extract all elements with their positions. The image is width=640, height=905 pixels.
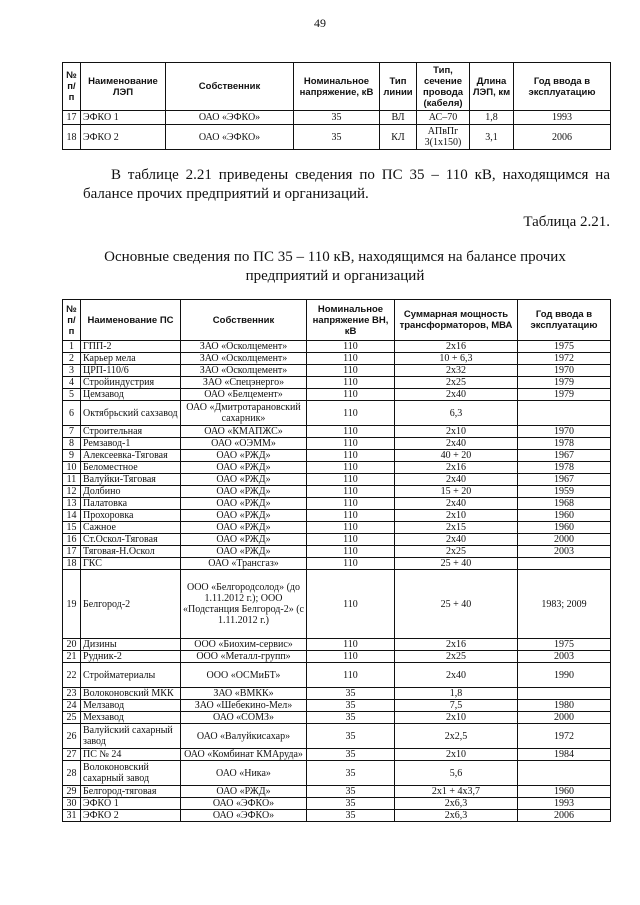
cell: 35 xyxy=(307,700,395,712)
table-header-row xyxy=(63,63,611,111)
cell: 2х6,3 xyxy=(395,810,518,822)
cell: 110 xyxy=(307,486,395,498)
header-cell: Собственник xyxy=(181,300,307,341)
cell: Беломестное xyxy=(81,462,181,474)
cell: АС–70 xyxy=(417,111,470,125)
header-cell: Номинальное напряжение, кВ xyxy=(294,63,380,111)
cell: ООО «Белгородсолод» (до 1.11.2012 г.); ООО «Подстанция Белгород-2» (с 1.11.2012 г.) xyxy=(181,570,307,639)
table-row xyxy=(63,353,611,365)
cell: ЭФКО 1 xyxy=(81,111,166,125)
header-cell: Собственник xyxy=(166,63,294,111)
cell: 29 xyxy=(63,786,81,798)
cell: 110 xyxy=(307,438,395,450)
cell: 10 xyxy=(63,462,81,474)
cell: ОАО «ЭФКО» xyxy=(181,798,307,810)
cell: 2003 xyxy=(518,546,611,558)
table-row xyxy=(63,724,611,749)
table-row xyxy=(63,688,611,700)
cell: Белгород-2 xyxy=(81,570,181,639)
cell: ВЛ xyxy=(380,111,417,125)
cell: 12 xyxy=(63,486,81,498)
cell: ЭФКО 2 xyxy=(81,125,166,150)
table-row xyxy=(63,798,611,810)
cell: 2х25 xyxy=(395,651,518,663)
cell: Долбино xyxy=(81,486,181,498)
cell: Ст.Оскол-Тяговая xyxy=(81,534,181,546)
table-row xyxy=(63,712,611,724)
cell: 2х10 xyxy=(395,426,518,438)
cell: 35 xyxy=(294,111,380,125)
table-row xyxy=(63,663,611,688)
cell: 11 xyxy=(63,474,81,486)
table-row xyxy=(63,125,611,150)
cell: ОАО «РЖД» xyxy=(181,534,307,546)
cell: 7,5 xyxy=(395,700,518,712)
cell: 1960 xyxy=(518,522,611,534)
cell: ЗАО «Осколцемент» xyxy=(181,341,307,353)
cell: 2х2,5 xyxy=(395,724,518,749)
cell: АПвПг 3(1х150) xyxy=(417,125,470,150)
table-row xyxy=(63,341,611,353)
cell: 1978 xyxy=(518,462,611,474)
cell: ЗАО «Шебекино-Мел» xyxy=(181,700,307,712)
cell: 1993 xyxy=(518,798,611,810)
cell: 24 xyxy=(63,700,81,712)
cell: Волоконовский сахарный завод xyxy=(81,761,181,786)
cell: ОАО «СОМЗ» xyxy=(181,712,307,724)
cell: 18 xyxy=(63,125,81,150)
cell: ГКС xyxy=(81,558,181,570)
table-row xyxy=(63,570,611,639)
cell: 2000 xyxy=(518,534,611,546)
table-label: Таблица 2.21. xyxy=(523,214,610,230)
table-row xyxy=(63,486,611,498)
cell: ОАО «РЖД» xyxy=(181,450,307,462)
table-row xyxy=(63,810,611,822)
cell: 28 xyxy=(63,761,81,786)
cell: Октябрьский сахзавод xyxy=(81,401,181,426)
header-cell: Год ввода в эксплуатацию xyxy=(518,300,611,341)
cell: 3 xyxy=(63,365,81,377)
cell: 27 xyxy=(63,749,81,761)
cell: ЗАО «Осколцемент» xyxy=(181,353,307,365)
cell: 2х10 xyxy=(395,749,518,761)
table-row xyxy=(63,438,611,450)
cell: 110 xyxy=(307,365,395,377)
header-cell: Наименование ПС xyxy=(81,300,181,341)
table-row xyxy=(63,462,611,474)
cell: 2000 xyxy=(518,712,611,724)
cell: КЛ xyxy=(380,125,417,150)
cell: 6,3 xyxy=(395,401,518,426)
cell: 26 xyxy=(63,724,81,749)
cell: 110 xyxy=(307,639,395,651)
cell: Ремзавод-1 xyxy=(81,438,181,450)
cell: 110 xyxy=(307,426,395,438)
header-cell: Наименование ЛЭП xyxy=(81,63,166,111)
table-row xyxy=(63,534,611,546)
cell: Карьер мела xyxy=(81,353,181,365)
cell: 2х40 xyxy=(395,474,518,486)
cell: 20 xyxy=(63,639,81,651)
cell: 2х6,3 xyxy=(395,798,518,810)
cell: 7 xyxy=(63,426,81,438)
cell: 13 xyxy=(63,498,81,510)
cell: 16 xyxy=(63,534,81,546)
header-cell: Номинальное напряжение ВН, кВ xyxy=(307,300,395,341)
table-row xyxy=(63,522,611,534)
cell: ОАО «КМАПЖС» xyxy=(181,426,307,438)
cell: 110 xyxy=(307,546,395,558)
cell: 1975 xyxy=(518,639,611,651)
cell: 35 xyxy=(294,125,380,150)
table-row xyxy=(63,639,611,651)
cell: ЗАО «Спецэнерго» xyxy=(181,377,307,389)
cell: 110 xyxy=(307,558,395,570)
cell: 110 xyxy=(307,534,395,546)
table-row xyxy=(63,761,611,786)
cell: 6 xyxy=(63,401,81,426)
cell: 2х40 xyxy=(395,389,518,401)
table-row xyxy=(63,546,611,558)
table-row xyxy=(63,786,611,798)
cell: 15 + 20 xyxy=(395,486,518,498)
cell: 19 xyxy=(63,570,81,639)
cell: 22 xyxy=(63,663,81,688)
cell: 21 xyxy=(63,651,81,663)
cell: 8 xyxy=(63,438,81,450)
table-row xyxy=(63,558,611,570)
cell: 2х25 xyxy=(395,377,518,389)
header-cell: Тип, сечение провода (кабеля) xyxy=(417,63,470,111)
cell: 2х15 xyxy=(395,522,518,534)
table-header-row xyxy=(63,300,611,341)
cell: Мехзавод xyxy=(81,712,181,724)
cell: 1983; 2009 xyxy=(518,570,611,639)
cell: 1984 xyxy=(518,749,611,761)
cell: 5,6 xyxy=(395,761,518,786)
cell: ГПП-2 xyxy=(81,341,181,353)
cell: Рудник-2 xyxy=(81,651,181,663)
cell: ООО «Биохим-сервис» xyxy=(181,639,307,651)
cell: 1970 xyxy=(518,365,611,377)
cell: Валуйки-Тяговая xyxy=(81,474,181,486)
cell: 35 xyxy=(307,712,395,724)
cell: Волоконовский МКК xyxy=(81,688,181,700)
cell: 2х16 xyxy=(395,462,518,474)
cell: 2х32 xyxy=(395,365,518,377)
cell: 2003 xyxy=(518,651,611,663)
cell: 110 xyxy=(307,389,395,401)
header-cell: № п/п xyxy=(63,300,81,341)
cell: 110 xyxy=(307,474,395,486)
table-row xyxy=(63,749,611,761)
cell: 2х10 xyxy=(395,712,518,724)
cell: ОАО «РЖД» xyxy=(181,786,307,798)
cell: 1980 xyxy=(518,700,611,712)
cell: 35 xyxy=(307,810,395,822)
table-row xyxy=(63,377,611,389)
intro-paragraph: В таблице 2.21 приведены сведения по ПС 35 – 110 кВ, находящимся на балансе прочих предприятий и организаций. xyxy=(83,167,610,202)
cell: 2006 xyxy=(518,810,611,822)
cell: 1,8 xyxy=(395,688,518,700)
cell: 1968 xyxy=(518,498,611,510)
cell: 35 xyxy=(307,786,395,798)
cell: 2х10 xyxy=(395,510,518,522)
cell: ООО «Металл-групп» xyxy=(181,651,307,663)
cell: ОАО «РЖД» xyxy=(181,498,307,510)
cell: 110 xyxy=(307,450,395,462)
cell: Стройиндустрия xyxy=(81,377,181,389)
cell: ОАО «Белцемент» xyxy=(181,389,307,401)
cell: ОАО «Дмитротарановский сахарник» xyxy=(181,401,307,426)
header-cell: Длина ЛЭП, км xyxy=(470,63,514,111)
cell: 110 xyxy=(307,510,395,522)
cell xyxy=(518,688,611,700)
cell: 9 xyxy=(63,450,81,462)
cell: ЭФКО 1 xyxy=(81,798,181,810)
table-row xyxy=(63,450,611,462)
cell: 110 xyxy=(307,353,395,365)
cell: 2х16 xyxy=(395,341,518,353)
cell: Алексеевка-Тяговая xyxy=(81,450,181,462)
cell: 110 xyxy=(307,570,395,639)
cell: 5 xyxy=(63,389,81,401)
cell: 1967 xyxy=(518,474,611,486)
cell: ЭФКО 2 xyxy=(81,810,181,822)
cell: ОАО «РЖД» xyxy=(181,474,307,486)
cell: 30 xyxy=(63,798,81,810)
cell: ОАО «Трансгаз» xyxy=(181,558,307,570)
cell: ОАО «РЖД» xyxy=(181,486,307,498)
cell: ЗАО «Осколцемент» xyxy=(181,365,307,377)
cell xyxy=(518,761,611,786)
cell: Тяговая-Н.Оскол xyxy=(81,546,181,558)
table-row xyxy=(63,498,611,510)
cell: 110 xyxy=(307,498,395,510)
cell: 2 xyxy=(63,353,81,365)
cell: Валуйский сахарный завод xyxy=(81,724,181,749)
cell: Дизины xyxy=(81,639,181,651)
cell: 2х40 xyxy=(395,438,518,450)
cell: ОАО «ЭФКО» xyxy=(166,125,294,150)
cell: 2006 xyxy=(514,125,611,150)
cell: 110 xyxy=(307,462,395,474)
cell: 2х40 xyxy=(395,498,518,510)
cell: 25 xyxy=(63,712,81,724)
cell: Мелзавод xyxy=(81,700,181,712)
cell: 4 xyxy=(63,377,81,389)
cell: Белгород-тяговая xyxy=(81,786,181,798)
cell: Строительная xyxy=(81,426,181,438)
table-row xyxy=(63,365,611,377)
cell: 35 xyxy=(307,688,395,700)
cell: 2х40 xyxy=(395,534,518,546)
cell: 35 xyxy=(307,761,395,786)
cell: 18 xyxy=(63,558,81,570)
cell: 2х16 xyxy=(395,639,518,651)
cell: 2х40 xyxy=(395,663,518,688)
cell: ОАО «РЖД» xyxy=(181,462,307,474)
header-cell: Суммарная мощность трансформаторов, МВА xyxy=(395,300,518,341)
substations-table xyxy=(62,299,611,822)
cell: 17 xyxy=(63,111,81,125)
cell: 1978 xyxy=(518,438,611,450)
cell: 1960 xyxy=(518,510,611,522)
cell: Прохоровка xyxy=(81,510,181,522)
cell: 15 xyxy=(63,522,81,534)
table-row xyxy=(63,426,611,438)
cell: ОАО «Комбинат КМАруда» xyxy=(181,749,307,761)
cell: 110 xyxy=(307,377,395,389)
table-title: Основные сведения по ПС 35 – 110 кВ, находящимся на балансе прочих предприятий и организаций xyxy=(104,249,566,284)
header-cell: Тип линии xyxy=(380,63,417,111)
cell: 1960 xyxy=(518,786,611,798)
table-row xyxy=(63,389,611,401)
cell: 110 xyxy=(307,522,395,534)
page-number: 49 xyxy=(314,16,326,30)
cell: 1990 xyxy=(518,663,611,688)
cell: 17 xyxy=(63,546,81,558)
cell: 2х1 + 4х3,7 xyxy=(395,786,518,798)
cell: 31 xyxy=(63,810,81,822)
cell: 40 + 20 xyxy=(395,450,518,462)
cell: 110 xyxy=(307,341,395,353)
cell: ООО «ОСМиБТ» xyxy=(181,663,307,688)
cell: 1959 xyxy=(518,486,611,498)
cell: ОАО «Валуйкисахар» xyxy=(181,724,307,749)
cell: Палатовка xyxy=(81,498,181,510)
cell: 1979 xyxy=(518,389,611,401)
cell: 25 + 40 xyxy=(395,558,518,570)
header-cell: Год ввода в эксплуатацию xyxy=(514,63,611,111)
cell: ОАО «ОЭММ» xyxy=(181,438,307,450)
cell: 1970 xyxy=(518,426,611,438)
cell: 1972 xyxy=(518,353,611,365)
cell: 1975 xyxy=(518,341,611,353)
cell: Стройматериалы xyxy=(81,663,181,688)
cell: 35 xyxy=(307,749,395,761)
cell: 23 xyxy=(63,688,81,700)
table-row xyxy=(63,401,611,426)
table-row xyxy=(63,474,611,486)
table-row xyxy=(63,700,611,712)
cell: ЗАО «ВМКК» xyxy=(181,688,307,700)
cell: 1,8 xyxy=(470,111,514,125)
cell: ЦРП-110/6 xyxy=(81,365,181,377)
cell: ОАО «ЭФКО» xyxy=(166,111,294,125)
cell: ОАО «РЖД» xyxy=(181,546,307,558)
cell: 110 xyxy=(307,651,395,663)
cell: 1993 xyxy=(514,111,611,125)
cell: 1967 xyxy=(518,450,611,462)
cell: 2х25 xyxy=(395,546,518,558)
header-cell: № п/п xyxy=(63,63,81,111)
cell: 1972 xyxy=(518,724,611,749)
table-row xyxy=(63,510,611,522)
table-row xyxy=(63,651,611,663)
cell: 1979 xyxy=(518,377,611,389)
cell: 110 xyxy=(307,401,395,426)
cell: 14 xyxy=(63,510,81,522)
cell: ОАО «ЭФКО» xyxy=(181,810,307,822)
cell: ОАО «Ника» xyxy=(181,761,307,786)
cell: 10 + 6,3 xyxy=(395,353,518,365)
cell: ОАО «РЖД» xyxy=(181,522,307,534)
cell: Цемзавод xyxy=(81,389,181,401)
power-lines-table xyxy=(62,62,611,150)
cell xyxy=(518,558,611,570)
cell xyxy=(518,401,611,426)
cell: Сажное xyxy=(81,522,181,534)
cell: 35 xyxy=(307,724,395,749)
cell: ПС № 24 xyxy=(81,749,181,761)
cell: 25 + 40 xyxy=(395,570,518,639)
cell: ОАО «РЖД» xyxy=(181,510,307,522)
cell: 3,1 xyxy=(470,125,514,150)
cell: 35 xyxy=(307,798,395,810)
cell: 110 xyxy=(307,663,395,688)
table-row xyxy=(63,111,611,125)
cell: 1 xyxy=(63,341,81,353)
